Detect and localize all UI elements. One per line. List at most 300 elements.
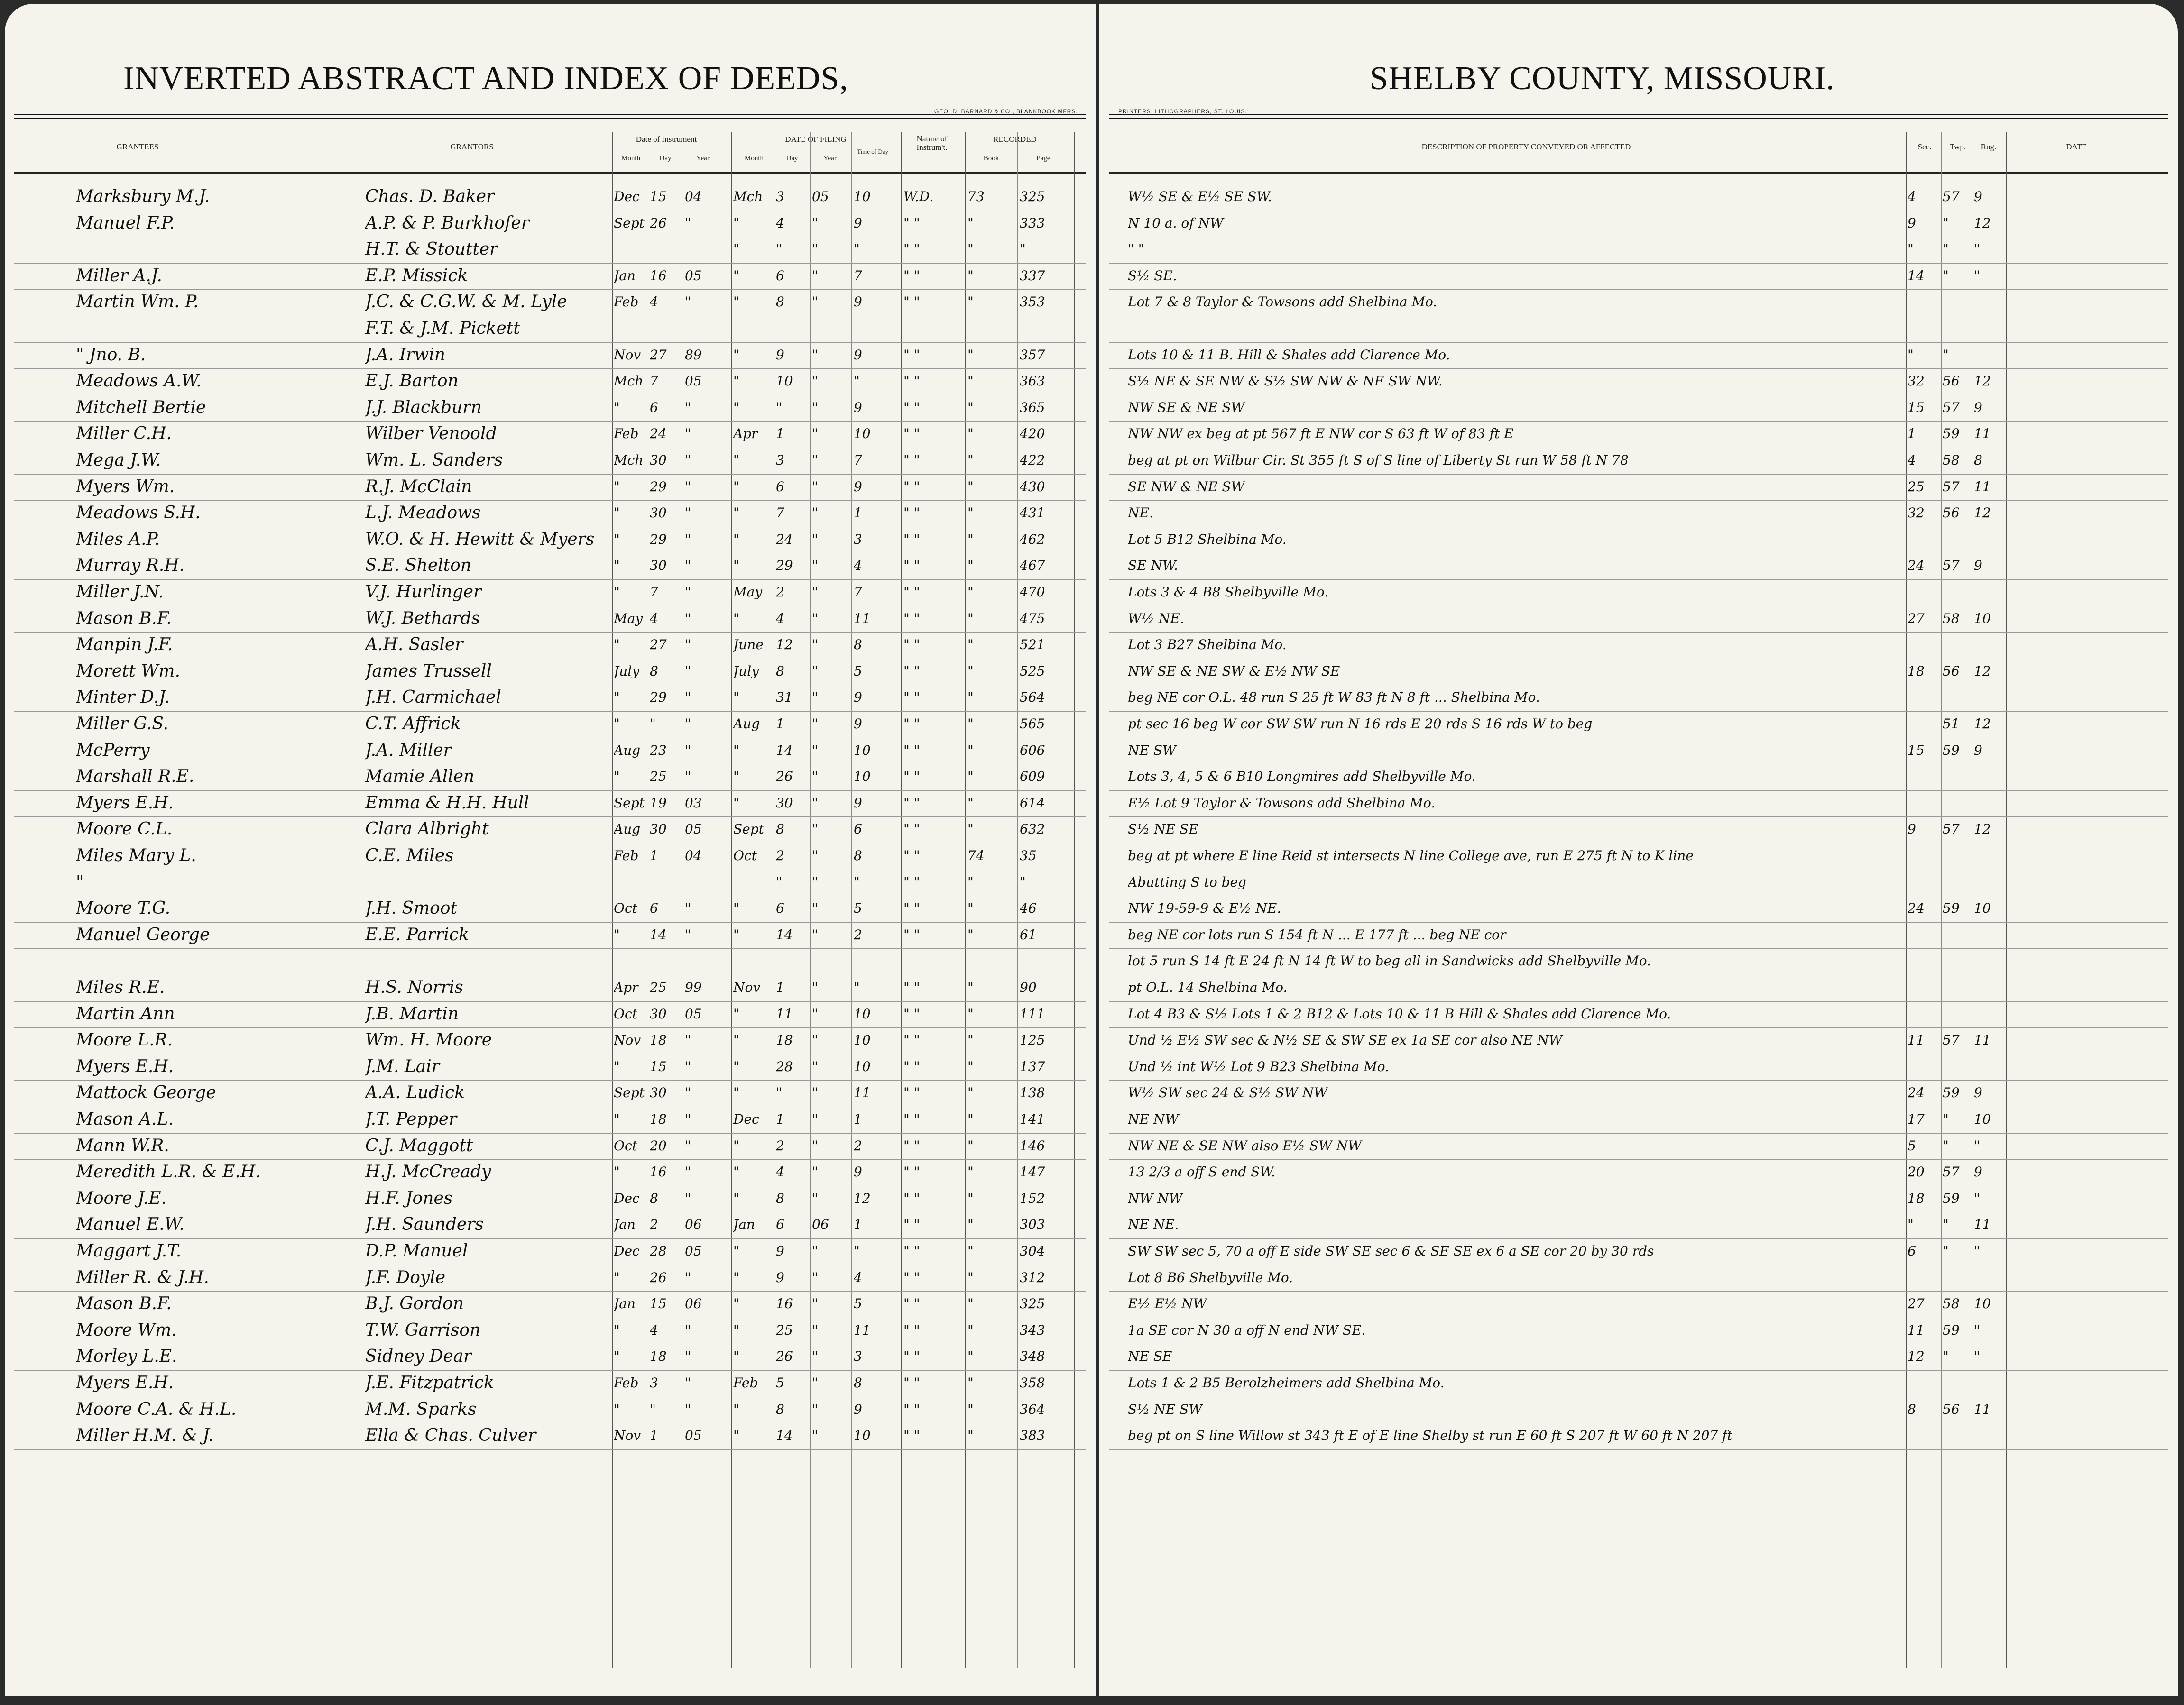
- cell-grantor: C.T. Affrick: [365, 714, 461, 733]
- cell-fy: ": [812, 610, 818, 626]
- cell-iy: ": [685, 1085, 691, 1101]
- cell-grantor: B.J. Gordon: [365, 1294, 464, 1314]
- cell-ft: 9: [854, 1401, 862, 1417]
- cell-fm: ": [733, 399, 739, 415]
- cell-page: 303: [1020, 1217, 1045, 1233]
- cell-ft: 1: [854, 1217, 862, 1233]
- cell-book: ": [968, 1401, 974, 1417]
- printer-imprint-left: GEO. D. BARNARD & CO., BLANKBOOK MFRS.: [934, 108, 1078, 115]
- cell-page: 358: [1020, 1375, 1045, 1391]
- cell-iy: 05: [685, 1243, 702, 1259]
- cell-sec: ": [1908, 241, 1914, 257]
- cell-iy: ": [685, 1375, 691, 1391]
- cell-book: ": [968, 531, 974, 547]
- cell-desc: S½ SE.: [1128, 267, 1177, 284]
- cell-grantor: J.A. Miller: [365, 740, 452, 760]
- cell-book: ": [968, 1006, 974, 1022]
- cell-desc: N 10 a. of NW: [1128, 215, 1224, 231]
- cell-rng: 12: [1974, 215, 1991, 231]
- cell-book: ": [968, 821, 974, 837]
- cell-ft: 5: [854, 1296, 862, 1312]
- col-divider: [1017, 132, 1018, 1668]
- cell-rng: 11: [1974, 478, 1991, 495]
- cell-desc: pt O.L. 14 Shelbina Mo.: [1128, 980, 1288, 995]
- cell-im: ": [614, 531, 620, 547]
- cell-fd: 4: [776, 1164, 784, 1180]
- cell-page: 363: [1020, 373, 1045, 389]
- cell-iy: ": [685, 294, 691, 310]
- cell-nat: " ": [903, 742, 920, 758]
- cell-nat: " ": [903, 267, 920, 284]
- cell-fy: ": [812, 1164, 818, 1180]
- cell-grantee: Miller A.J.: [76, 266, 162, 285]
- col-description: DESCRIPTION OF PROPERTY CONVEYED OR AFFECTED: [1421, 142, 1631, 151]
- cell-desc: NE NW: [1128, 1111, 1179, 1127]
- cell-id: 19: [650, 795, 667, 811]
- cell-fd: 10: [776, 373, 793, 389]
- cell-grantee: Moore T.G.: [76, 898, 171, 918]
- cell-fy: ": [812, 1006, 818, 1022]
- cell-fd: 3: [776, 452, 784, 468]
- cell-fy: ": [812, 1375, 818, 1391]
- cell-fm: ": [733, 531, 739, 547]
- col-divider: [965, 132, 966, 1668]
- ruled-line: [1109, 790, 2168, 791]
- cell-fy: ": [812, 637, 818, 653]
- cell-page: 146: [1020, 1137, 1045, 1154]
- cell-fd: 1: [776, 1111, 784, 1127]
- cell-fy: ": [812, 1243, 818, 1259]
- cell-fy: ": [812, 215, 818, 231]
- cell-grantee: Myers E.H.: [76, 1373, 174, 1393]
- cell-book: ": [968, 1322, 974, 1338]
- cell-ft: 10: [854, 1006, 871, 1022]
- cell-fm: Jan: [733, 1217, 755, 1233]
- col-divider: [612, 132, 613, 1668]
- cell-rng: ": [1974, 241, 1980, 257]
- cell-book: ": [968, 1190, 974, 1206]
- cell-id: 18: [650, 1111, 667, 1127]
- cell-grantor: J.F. Doyle: [365, 1267, 446, 1287]
- cell-nat: W.D.: [903, 189, 934, 204]
- cell-fd: 26: [776, 1348, 793, 1365]
- cell-ft: 8: [854, 848, 862, 863]
- cell-grantor: J.M. Lair: [365, 1056, 440, 1076]
- cell-nat: " ": [903, 1269, 920, 1285]
- cell-rng: 12: [1974, 663, 1991, 679]
- cell-grantor: Sidney Dear: [365, 1347, 472, 1366]
- cell-id: 4: [650, 294, 658, 310]
- cell-fy: ": [812, 689, 818, 706]
- cell-id: 15: [650, 1058, 667, 1074]
- cell-fm: ": [733, 1322, 739, 1338]
- cell-im: ": [614, 505, 620, 521]
- cell-desc: Lots 10 & 11 B. Hill & Shales add Clarence Mo.: [1128, 347, 1450, 363]
- cell-book: 74: [968, 848, 985, 863]
- cell-id: 3: [650, 1375, 658, 1391]
- cell-twp: 59: [1943, 426, 1960, 442]
- cell-im: ": [614, 478, 620, 495]
- cell-grantee: Miller H.M. & J.: [76, 1426, 214, 1446]
- cell-nat: " ": [903, 505, 920, 521]
- cell-grantor: J.B. Martin: [365, 1004, 459, 1024]
- cell-page: 138: [1020, 1085, 1045, 1101]
- cell-fm: ": [733, 926, 739, 943]
- cell-grantee: Miles R.E.: [76, 978, 165, 997]
- cell-grantee: McPerry: [76, 740, 150, 760]
- ruled-line: [1109, 922, 2168, 923]
- cell-im: Sept: [614, 1085, 645, 1101]
- cell-grantor: V.J. Hurlinger: [365, 582, 482, 602]
- cell-ft: 10: [854, 1032, 871, 1048]
- cell-iy: ": [685, 1269, 691, 1285]
- cell-rng: 9: [1974, 399, 1982, 415]
- cell-fm: ": [733, 1164, 739, 1180]
- cell-iy: ": [685, 558, 691, 574]
- cell-twp: ": [1943, 1217, 1949, 1233]
- cell-im: Sept: [614, 215, 645, 231]
- cell-id: 16: [650, 1164, 667, 1180]
- cell-book: ": [968, 980, 974, 995]
- cell-grantee: Marshall R.E.: [76, 767, 194, 787]
- cell-grantee: Mitchell Bertie: [76, 397, 206, 417]
- cell-id: 27: [650, 637, 667, 653]
- cell-fy: ": [812, 1032, 818, 1048]
- ruled-line: [14, 474, 1086, 475]
- cell-fd: 3: [776, 189, 784, 204]
- cell-ft: 9: [854, 716, 862, 732]
- cell-fy: ": [812, 1111, 818, 1127]
- cell-fy: ": [812, 821, 818, 837]
- cell-nat: " ": [903, 584, 920, 600]
- cell-id: 24: [650, 426, 667, 442]
- cell-grantee: Mattock George: [76, 1083, 216, 1103]
- cell-fm: ": [733, 1032, 739, 1048]
- cell-grantor: Mamie Allen: [365, 767, 475, 787]
- cell-id: 18: [650, 1032, 667, 1048]
- cell-sec: 18: [1908, 1190, 1925, 1206]
- cell-im: ": [614, 1269, 620, 1285]
- cell-page: 470: [1020, 584, 1045, 600]
- cell-page: 614: [1020, 795, 1045, 811]
- cell-iy: ": [685, 769, 691, 785]
- cell-ft: 12: [854, 1190, 871, 1206]
- cell-desc: Lot 3 B27 Shelbina Mo.: [1128, 637, 1287, 653]
- cell-nat: " ": [903, 1085, 920, 1101]
- cell-fd: ": [776, 399, 782, 415]
- cell-desc: NW SE & NE SW & E½ NW SE: [1128, 663, 1340, 679]
- cell-rng: 12: [1974, 373, 1991, 389]
- cell-id: 15: [650, 1296, 667, 1312]
- cell-iy: ": [685, 531, 691, 547]
- cell-ft: 1: [854, 1111, 862, 1127]
- cell-fm: ": [733, 610, 739, 626]
- cell-nat: " ": [903, 478, 920, 495]
- cell-desc: W½ SW sec 24 & S½ SW NW: [1128, 1085, 1327, 1101]
- cell-im: Aug: [614, 821, 641, 837]
- cell-sec: 27: [1908, 1296, 1925, 1312]
- col-date-filing: DATE OF FILING: [785, 135, 847, 144]
- cell-id: 4: [650, 1322, 658, 1338]
- cell-page: 467: [1020, 558, 1045, 574]
- ruled-line: [14, 500, 1086, 501]
- cell-id: 25: [650, 769, 667, 785]
- cell-ft: 5: [854, 663, 862, 679]
- cell-fy: ": [812, 347, 818, 363]
- ruled-line: [14, 1370, 1086, 1371]
- cell-sec: 15: [1908, 399, 1925, 415]
- cell-fm: ": [733, 689, 739, 706]
- cell-grantee: Mann W.R.: [76, 1136, 169, 1155]
- cell-id: 26: [650, 1269, 667, 1285]
- col-divider: [1941, 132, 1942, 1668]
- cell-rng: 11: [1974, 426, 1991, 442]
- cell-nat: " ": [903, 769, 920, 785]
- cell-id: 6: [650, 900, 658, 917]
- cell-id: 26: [650, 215, 667, 231]
- cell-iy: ": [685, 452, 691, 468]
- cell-fy: ": [812, 558, 818, 574]
- cell-page: 325: [1020, 1296, 1045, 1312]
- sub-day-instr: Day: [659, 155, 672, 162]
- sub-month-instr: Month: [621, 155, 640, 162]
- ruled-line: [14, 1238, 1086, 1239]
- cell-ft: ": [854, 241, 860, 257]
- cell-im: Nov: [614, 1032, 641, 1048]
- cell-fd: 7: [776, 505, 784, 521]
- cell-iy: ": [685, 505, 691, 521]
- cell-desc: pt sec 16 beg W cor SW SW run N 16 rds E 20 rds S 16 rds W to beg: [1128, 716, 1593, 732]
- cell-id: 30: [650, 505, 667, 521]
- cell-ft: 10: [854, 742, 871, 758]
- sub-time-filing: Time of Day: [857, 148, 888, 155]
- cell-fd: 5: [776, 1375, 784, 1391]
- cell-grantor: E.P. Missick: [365, 266, 468, 285]
- cell-im: Oct: [614, 1006, 637, 1022]
- cell-desc: Lot 5 B12 Shelbina Mo.: [1128, 531, 1287, 547]
- cell-id: 7: [650, 373, 658, 389]
- cell-rng: 9: [1974, 742, 1982, 758]
- cell-book: ": [968, 610, 974, 626]
- cell-fy: ": [812, 1322, 818, 1338]
- cell-id: 8: [650, 1190, 658, 1206]
- cell-iy: ": [685, 1137, 691, 1154]
- cell-im: Feb: [614, 848, 639, 863]
- cell-id: 27: [650, 347, 667, 363]
- cell-grantee: Morley L.E.: [76, 1347, 177, 1366]
- cell-page: 353: [1020, 294, 1045, 310]
- cell-sec: 24: [1908, 900, 1925, 917]
- cell-desc: S½ NE & SE NW & S½ SW NW & NE SW NW.: [1128, 373, 1443, 389]
- cell-nat: " ": [903, 874, 920, 890]
- cell-ft: ": [854, 980, 860, 995]
- cell-fy: ": [812, 742, 818, 758]
- cell-fd: 8: [776, 294, 784, 310]
- cell-sec: 14: [1908, 267, 1925, 284]
- cell-rng: 9: [1974, 189, 1982, 204]
- cell-fm: Apr: [733, 426, 758, 442]
- cell-fd: 16: [776, 1296, 793, 1312]
- cell-ft: 1: [854, 505, 862, 521]
- cell-grantee: Martin Wm. P.: [76, 292, 199, 312]
- cell-grantee: Meredith L.R. & E.H.: [76, 1162, 261, 1182]
- cell-rng: ": [1974, 1137, 1980, 1154]
- cell-rng: 11: [1974, 1032, 1991, 1048]
- cell-desc: beg at pt where E line Reid st intersects N line College ave, run E 275 ft N to K line: [1128, 848, 1694, 863]
- ruled-line: [14, 263, 1086, 264]
- cell-iy: 05: [685, 1006, 702, 1022]
- cell-grantee: Mason B.F.: [76, 608, 172, 628]
- ruled-line: [1109, 1001, 2168, 1002]
- cell-fd: 8: [776, 1190, 784, 1206]
- cell-fm: ": [733, 769, 739, 785]
- cell-grantor: J.H. Smoot: [365, 898, 457, 918]
- cell-book: ": [968, 1375, 974, 1391]
- cell-book: ": [968, 874, 974, 890]
- cell-fy: ": [812, 373, 818, 389]
- cell-twp: 59: [1943, 900, 1960, 917]
- cell-fy: ": [812, 1348, 818, 1365]
- cell-grantor: M.M. Sparks: [365, 1399, 477, 1419]
- ruled-line: [14, 289, 1086, 290]
- cell-desc: beg NE cor lots run S 154 ft N ... E 177 ft ... beg NE cor: [1128, 926, 1506, 943]
- cell-fd: 9: [776, 347, 784, 363]
- cell-nat: " ": [903, 1032, 920, 1048]
- cell-fy: ": [812, 505, 818, 521]
- ruled-line: [14, 816, 1086, 817]
- cell-fy: ": [812, 531, 818, 547]
- cell-im: ": [614, 926, 620, 943]
- cell-fd: 2: [776, 584, 784, 600]
- ruled-line: [1109, 1027, 2168, 1028]
- cell-im: Jan: [614, 267, 636, 284]
- cell-fd: 28: [776, 1058, 793, 1074]
- ruled-line: [14, 790, 1086, 791]
- cell-nat: " ": [903, 531, 920, 547]
- cell-twp: 56: [1943, 663, 1960, 679]
- cell-book: ": [968, 1137, 974, 1154]
- cell-page: 383: [1020, 1428, 1045, 1444]
- cell-book: ": [968, 1348, 974, 1365]
- cell-grantor: J.A. Irwin: [365, 345, 445, 365]
- col-twp: Twp.: [1949, 142, 1966, 151]
- cell-sec: 9: [1908, 215, 1916, 231]
- cell-iy: ": [685, 926, 691, 943]
- cell-book: ": [968, 215, 974, 231]
- cell-id: ": [650, 1401, 656, 1417]
- cell-desc: Und ½ int W½ Lot 9 B23 Shelbina Mo.: [1128, 1058, 1390, 1074]
- cell-book: ": [968, 584, 974, 600]
- cell-ft: 7: [854, 452, 862, 468]
- cell-id: 29: [650, 531, 667, 547]
- ruled-line: [1109, 1449, 2168, 1450]
- cell-iy: ": [685, 663, 691, 679]
- ruled-line: [14, 922, 1086, 923]
- cell-fd: 26: [776, 769, 793, 785]
- cell-iy: 06: [685, 1217, 702, 1233]
- ruled-line: [14, 368, 1086, 369]
- cell-im: Jan: [614, 1296, 636, 1312]
- cell-desc: SW SW sec 5, 70 a off E side SW SE sec 6 & SE SE ex 6 a SE cor 20 by 30 rds: [1128, 1243, 1654, 1259]
- cell-rng: 9: [1974, 1164, 1982, 1180]
- col-divider: [901, 132, 902, 1668]
- cell-nat: " ": [903, 1348, 920, 1365]
- cell-nat: " ": [903, 1217, 920, 1233]
- cell-ft: ": [854, 1243, 860, 1259]
- cell-fm: Sept: [733, 821, 764, 837]
- cell-grantor: F.T. & J.M. Pickett: [365, 319, 520, 338]
- cell-page: 564: [1020, 689, 1045, 706]
- cell-iy: ": [685, 1111, 691, 1127]
- cell-id: 15: [650, 189, 667, 204]
- cell-sec: 5: [1908, 1137, 1916, 1154]
- cell-iy: ": [685, 1032, 691, 1048]
- cell-fm: ": [733, 1190, 739, 1206]
- cell-page: 565: [1020, 716, 1045, 732]
- ruled-line: [14, 342, 1086, 343]
- cell-page: 606: [1020, 742, 1045, 758]
- cell-sec: 15: [1908, 742, 1925, 758]
- cell-page: ": [1020, 241, 1026, 257]
- cell-fy: ": [812, 1190, 818, 1206]
- cell-twp: 58: [1943, 452, 1960, 468]
- cell-desc: SE NW.: [1128, 558, 1178, 574]
- cell-id: 1: [650, 848, 658, 863]
- cell-fm: ": [733, 1269, 739, 1285]
- cell-page: 632: [1020, 821, 1045, 837]
- cell-page: 304: [1020, 1243, 1045, 1259]
- cell-book: ": [968, 1032, 974, 1048]
- cell-sec: 11: [1908, 1322, 1925, 1338]
- ruled-line: [14, 421, 1086, 422]
- cell-nat: " ": [903, 900, 920, 917]
- cell-twp: 57: [1943, 478, 1960, 495]
- cell-twp: 56: [1943, 373, 1960, 389]
- cell-twp: 56: [1943, 1401, 1960, 1417]
- col-rng: Rng.: [1981, 142, 1997, 151]
- cell-fy: 05: [812, 189, 829, 204]
- cell-grantee: Manuel F.P.: [76, 213, 175, 233]
- cell-iy: ": [685, 399, 691, 415]
- cell-fy: ": [812, 663, 818, 679]
- cell-fd: 4: [776, 610, 784, 626]
- cell-book: ": [968, 558, 974, 574]
- cell-grantee: Miller J.N.: [76, 582, 164, 602]
- cell-grantor: J.J. Blackburn: [365, 397, 482, 417]
- cell-nat: " ": [903, 610, 920, 626]
- cell-twp: ": [1943, 241, 1949, 257]
- cell-rng: 10: [1974, 900, 1991, 917]
- cell-fm: Dec: [733, 1111, 759, 1127]
- cell-iy: ": [685, 742, 691, 758]
- cell-im: ": [614, 716, 620, 732]
- cell-iy: ": [685, 637, 691, 653]
- cell-desc: Lot 8 B6 Shelbyville Mo.: [1128, 1269, 1293, 1285]
- cell-fd: 2: [776, 1137, 784, 1154]
- cell-nat: " ": [903, 821, 920, 837]
- cell-ft: 10: [854, 189, 871, 204]
- cell-twp: ": [1943, 267, 1949, 284]
- cell-nat: " ": [903, 241, 920, 257]
- sub-book: Book: [983, 155, 999, 162]
- cell-desc: NE.: [1128, 505, 1153, 521]
- cell-ft: 10: [854, 769, 871, 785]
- cell-grantee: Mason A.L.: [76, 1109, 174, 1129]
- cell-id: 4: [650, 610, 658, 626]
- cell-nat: " ": [903, 347, 920, 363]
- left-page-title: INVERTED ABSTRACT AND INDEX OF DEEDS,: [123, 60, 848, 97]
- cell-iy: ": [685, 610, 691, 626]
